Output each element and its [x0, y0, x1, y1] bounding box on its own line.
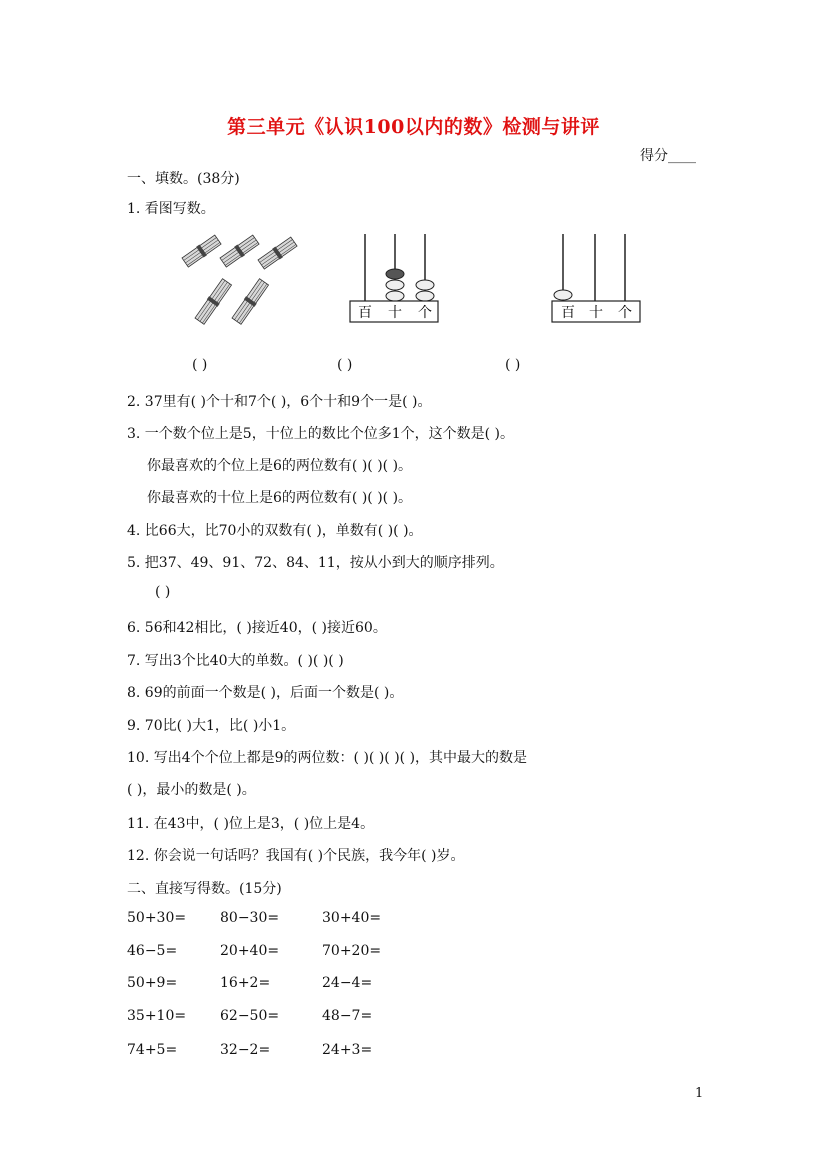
question-10-line1: 10. 写出4个个位上都是9的两位数：( )( )( )( )，其中最大的数是 [127, 750, 528, 766]
question-9: 9. 70比( )大1，比( )小1。 [127, 718, 296, 734]
abacus-2 [552, 234, 640, 322]
abacus-label-hundreds: 百 [561, 305, 575, 321]
abacus-bead [386, 280, 404, 290]
calc-item: 24+3= [322, 1042, 373, 1058]
question-1: 1. 看图写数。 [127, 201, 215, 217]
calc-item: 16+2= [220, 975, 271, 991]
question-6: 6. 56和42相比，( )接近40，( )接近60。 [127, 620, 387, 636]
calc-item: 50+30= [127, 910, 187, 926]
calc-item: 30+40= [322, 910, 382, 926]
calc-item: 46−5= [127, 943, 178, 959]
section1-heading: 一、填数。(38分) [127, 171, 240, 187]
abacus-label-tens: 十 [388, 305, 402, 321]
question-2: 2. 37里有( )个十和7个( )，6个十和9个一是( )。 [127, 394, 432, 410]
question-7: 7. 写出3个比40大的单数。( )( )( ) [127, 653, 344, 669]
calc-item: 74+5= [127, 1042, 178, 1058]
question-5-answer-blank[interactable]: ( ) [155, 584, 171, 600]
q1-figures [170, 228, 650, 346]
question-5: 5. 把37、49、91、72、84、11，按从小到大的顺序排列。 [127, 555, 504, 571]
question-3-sub2: 你最喜欢的十位上是6的两位数有( )( )( )。 [147, 490, 413, 506]
page-title: 第三单元《认识100以内的数》检测与讲评 [227, 116, 600, 138]
question-8: 8. 69的前面一个数是( )，后面一个数是( )。 [127, 685, 404, 701]
q1-answer-blank-1[interactable]: ( ) [192, 357, 208, 373]
question-3: 3. 一个数个位上是5，十位上的数比个位多1个，这个数是( )。 [127, 426, 514, 442]
stick-bundles-image [181, 234, 297, 325]
abacus-label-hundreds: 百 [358, 305, 372, 321]
page-number: 1 [695, 1086, 704, 1101]
calc-item: 20+40= [220, 943, 280, 959]
question-4: 4. 比66大，比70小的双数有( )，单数有( )( )。 [127, 523, 423, 539]
abacus-bead [416, 280, 434, 290]
abacus-label-ones: 个 [618, 305, 632, 321]
abacus-bead [386, 269, 404, 279]
calc-item: 24−4= [322, 975, 373, 991]
abacus-label-ones: 个 [418, 305, 432, 321]
calc-item: 48−7= [322, 1008, 373, 1024]
q1-answer-blank-2[interactable]: ( ) [337, 357, 353, 373]
abacus-bead [386, 291, 404, 301]
abacus-label-tens: 十 [589, 305, 603, 321]
abacus-bead [554, 290, 572, 300]
calc-item: 32−2= [220, 1042, 271, 1058]
question-3-sub1: 你最喜欢的个位上是6的两位数有( )( )( )。 [147, 458, 413, 474]
question-12: 12. 你会说一句话吗？我国有( )个民族，我今年( )岁。 [127, 848, 465, 864]
question-11: 11. 在43中，( )位上是3，( )位上是4。 [127, 816, 375, 832]
calc-item: 62−50= [220, 1008, 280, 1024]
question-10-line2: ( )，最小的数是( )。 [127, 782, 256, 798]
abacus-bead [416, 291, 434, 301]
section2-heading: 二、直接写得数。(15分) [127, 881, 282, 897]
calc-item: 35+10= [127, 1008, 187, 1024]
q1-answer-blank-3[interactable]: ( ) [505, 357, 521, 373]
calc-item: 70+20= [322, 943, 382, 959]
calc-item: 80−30= [220, 910, 280, 926]
calc-item: 50+9= [127, 975, 178, 991]
score-field: 得分____ [640, 148, 696, 164]
abacus-1 [350, 234, 438, 322]
